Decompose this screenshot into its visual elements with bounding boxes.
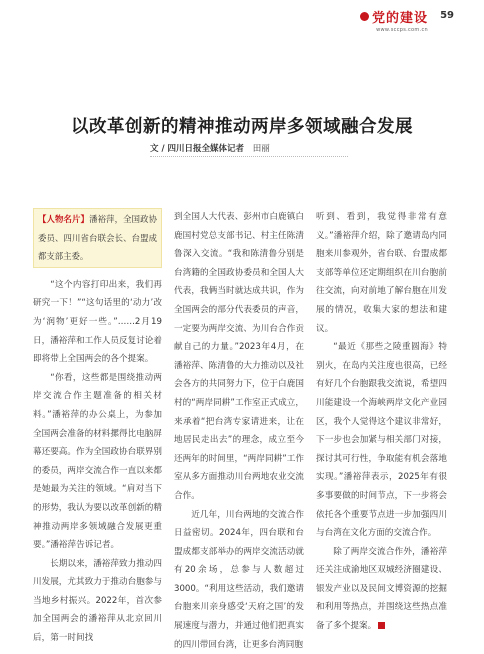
paragraph: “你看，这些都是围绕推动两岸交流合作主题准备的相关材料。”潘裕萍的办公桌上，为参加全国两会准备的材料摞得比电脑屏幕还要高。作为全国政协台联界别的委员，两岸交流合作一直以来都是她最为关注的领域。“肩对当下的形势，我认为要以改革创新的精神推动两岸多领域融合发展更重要。”潘裕萍告诉记者。 bbox=[33, 369, 162, 555]
paragraph: 近几年，川台两地的交流合作日益密切。2024年，四台联和台盟成都支部举办的两岸交流活动就有20余场，总参与人数超过3000。“利用这些活动，我们邀请台胞来川亲身感受‘天府之国’的发展速度与潜力，并通过他们把真实的四川带回台湾，让更多台湾同胞 bbox=[174, 506, 304, 654]
site-url: www.sccps.com.cn bbox=[360, 27, 428, 33]
text-column-2 bbox=[174, 208, 304, 654]
text-column-1 bbox=[33, 208, 162, 648]
end-mark-icon bbox=[378, 622, 385, 629]
logo-text: 党的建设 bbox=[372, 11, 428, 26]
byline-author: 田丽 bbox=[253, 144, 270, 154]
text-column-3 bbox=[316, 208, 447, 636]
byline bbox=[150, 142, 270, 154]
magazine-logo bbox=[360, 7, 428, 33]
profile-box bbox=[33, 208, 162, 268]
byline-divider bbox=[150, 156, 348, 157]
paragraph: 除了两岸交流合作外，潘裕萍还关注成渝地区双城经济圈建设、银发产业以及民间文博资源的挖掘和利用等热点，并围绕这些热点准备了多个提案。 bbox=[316, 547, 447, 631]
paragraph: “最近《那些之陵重圆海》特别火，在岛内关注度也很高，已经有好几个台胞跟我交流说，希望四川能建设一个海峡两岸文化产业园区，我个人觉得这个建议非常好，下一步也会加紧与相关部门对接，探讨其可行性，争取能有机会落地实现。”潘裕萍表示，2025年有很多事要做的时间节点，下一步将会依托各个重要节点进一步加强四川与台湾在文化方面的交流合作。 bbox=[316, 338, 447, 543]
paragraph: 到全国人大代表、彭州市白鹿镇白鹿国村党总支部书记、村主任陈清鲁深入交流。“我和陈清鲁分别是台湾籍的全国政协委员和全国人大代表，我俩当时就达成共识，作为全国两会的部分代表委员的声音，一定要为两岸交流、为川台合作贡献自己的力量。”2023年4月，在潘裕萍、陈清鲁的大力推动以及社会各方的共同努力下，位于白鹿国村的“两岸同耕”工作室正式成立，来承着“把台湾专家请进来，让在地居民走出去”的理念，成立至今还两年的时间里，“两岸同耕”工作室从多方面推动川台两地农业交流合作。 bbox=[174, 208, 304, 506]
profile-label: 【人物名片】 bbox=[38, 214, 89, 224]
paragraph: 长期以来，潘裕萍致力推动四川发展，尤其致力于推动台胞参与当地乡村振兴。2022年，首次参加全国两会的潘裕萍从北京回川后，第一时间找 bbox=[33, 555, 162, 648]
profile-text: 潘裕萍，全国政协委员、四川省台联会长、台盟成都支部主委。 bbox=[38, 214, 157, 261]
article-title: 以改革创新的精神推动两岸多领域融合发展 bbox=[0, 113, 484, 138]
logo-flag-icon bbox=[360, 12, 369, 21]
page-number: 59 bbox=[440, 10, 454, 21]
paragraph: “这个内容打印出来，我们再研究一下！”“这句话里的‘动力’改为‘润物’更好一些。”……2月19日，潘裕萍和工作人员反复讨论着即将带上全国两会的各个提案。 bbox=[33, 276, 162, 369]
page-header bbox=[0, 0, 484, 60]
paragraph: 听到、看到，我觉得非常有意义。”潘裕萍介绍，除了邀请岛内同胞来川参观外，省台联、台盟成都支部等单位还定期组织在川台胞前往交流，向对前地了解台胞在川发展的情况，收集大家的想法和建议。 bbox=[316, 208, 447, 338]
byline-prefix: 文 / 四川日报全媒体记者 bbox=[150, 144, 244, 154]
